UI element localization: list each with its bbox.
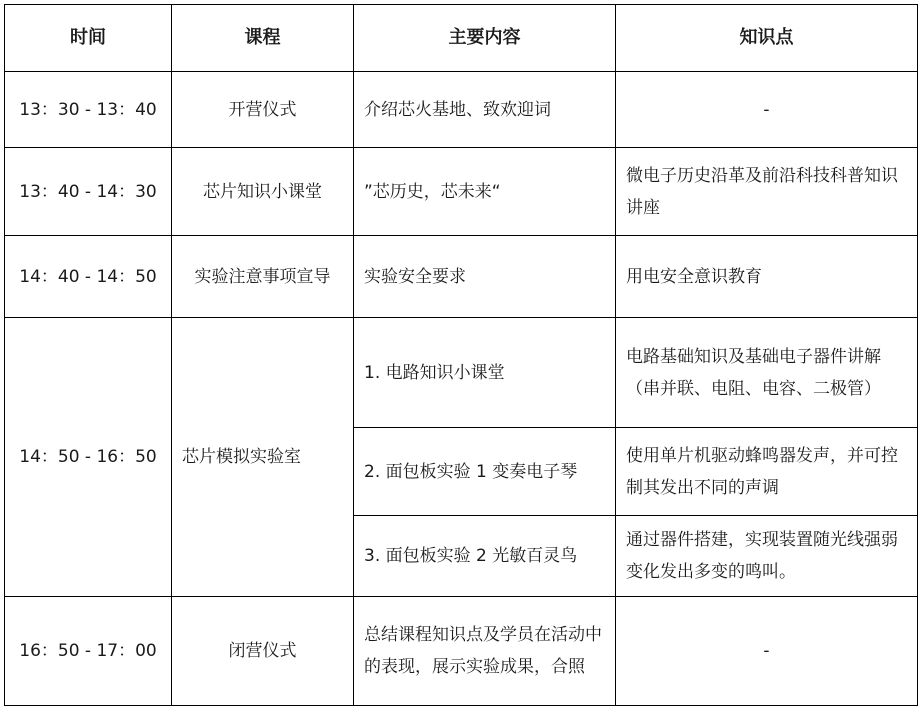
knowledge-cell: 用电安全意识教育 — [616, 236, 918, 318]
header-knowledge: 知识点 — [616, 5, 918, 72]
course-cell: 芯片知识小课堂 — [172, 148, 354, 236]
content-cell: ”芯历史，芯未来“ — [354, 148, 616, 236]
content-cell: 实验安全要求 — [354, 236, 616, 318]
time-cell: 13：30 - 13：40 — [5, 72, 172, 148]
schedule-table — [4, 4, 918, 706]
content-cell: 2. 面包板实验 1 变奏电子琴 — [354, 428, 616, 516]
table-header-row — [5, 5, 918, 72]
content-cell: 介绍芯火基地、致欢迎词 — [354, 72, 616, 148]
content-cell: 总结课程知识点及学员在活动中的表现，展示实验成果，合照 — [354, 597, 616, 706]
table-row — [5, 148, 918, 236]
header-content: 主要内容 — [354, 5, 616, 72]
table-row — [5, 72, 918, 148]
course-cell: 芯片模拟实验室 — [172, 318, 354, 597]
knowledge-cell: 通过器件搭建，实现装置随光线强弱变化发出多变的鸣叫。 — [616, 516, 918, 597]
knowledge-cell: 电路基础知识及基础电子器件讲解（串并联、电阻、电容、二极管） — [616, 318, 918, 428]
time-cell: 14：50 - 16：50 — [5, 318, 172, 597]
course-cell: 实验注意事项宣导 — [172, 236, 354, 318]
header-time: 时间 — [5, 5, 172, 72]
table-row — [5, 597, 918, 706]
knowledge-cell: - — [616, 597, 918, 706]
content-cell: 3. 面包板实验 2 光敏百灵鸟 — [354, 516, 616, 597]
knowledge-cell: 微电子历史沿革及前沿科技科普知识讲座 — [616, 148, 918, 236]
table-row — [5, 236, 918, 318]
time-cell: 13：40 - 14：30 — [5, 148, 172, 236]
table-row — [5, 318, 918, 428]
time-cell: 16：50 - 17：00 — [5, 597, 172, 706]
course-cell: 开营仪式 — [172, 72, 354, 148]
knowledge-cell: 使用单片机驱动蜂鸣器发声，并可控制其发出不同的声调 — [616, 428, 918, 516]
course-cell: 闭营仪式 — [172, 597, 354, 706]
header-course: 课程 — [172, 5, 354, 72]
knowledge-cell: - — [616, 72, 918, 148]
time-cell: 14：40 - 14：50 — [5, 236, 172, 318]
content-cell: 1. 电路知识小课堂 — [354, 318, 616, 428]
